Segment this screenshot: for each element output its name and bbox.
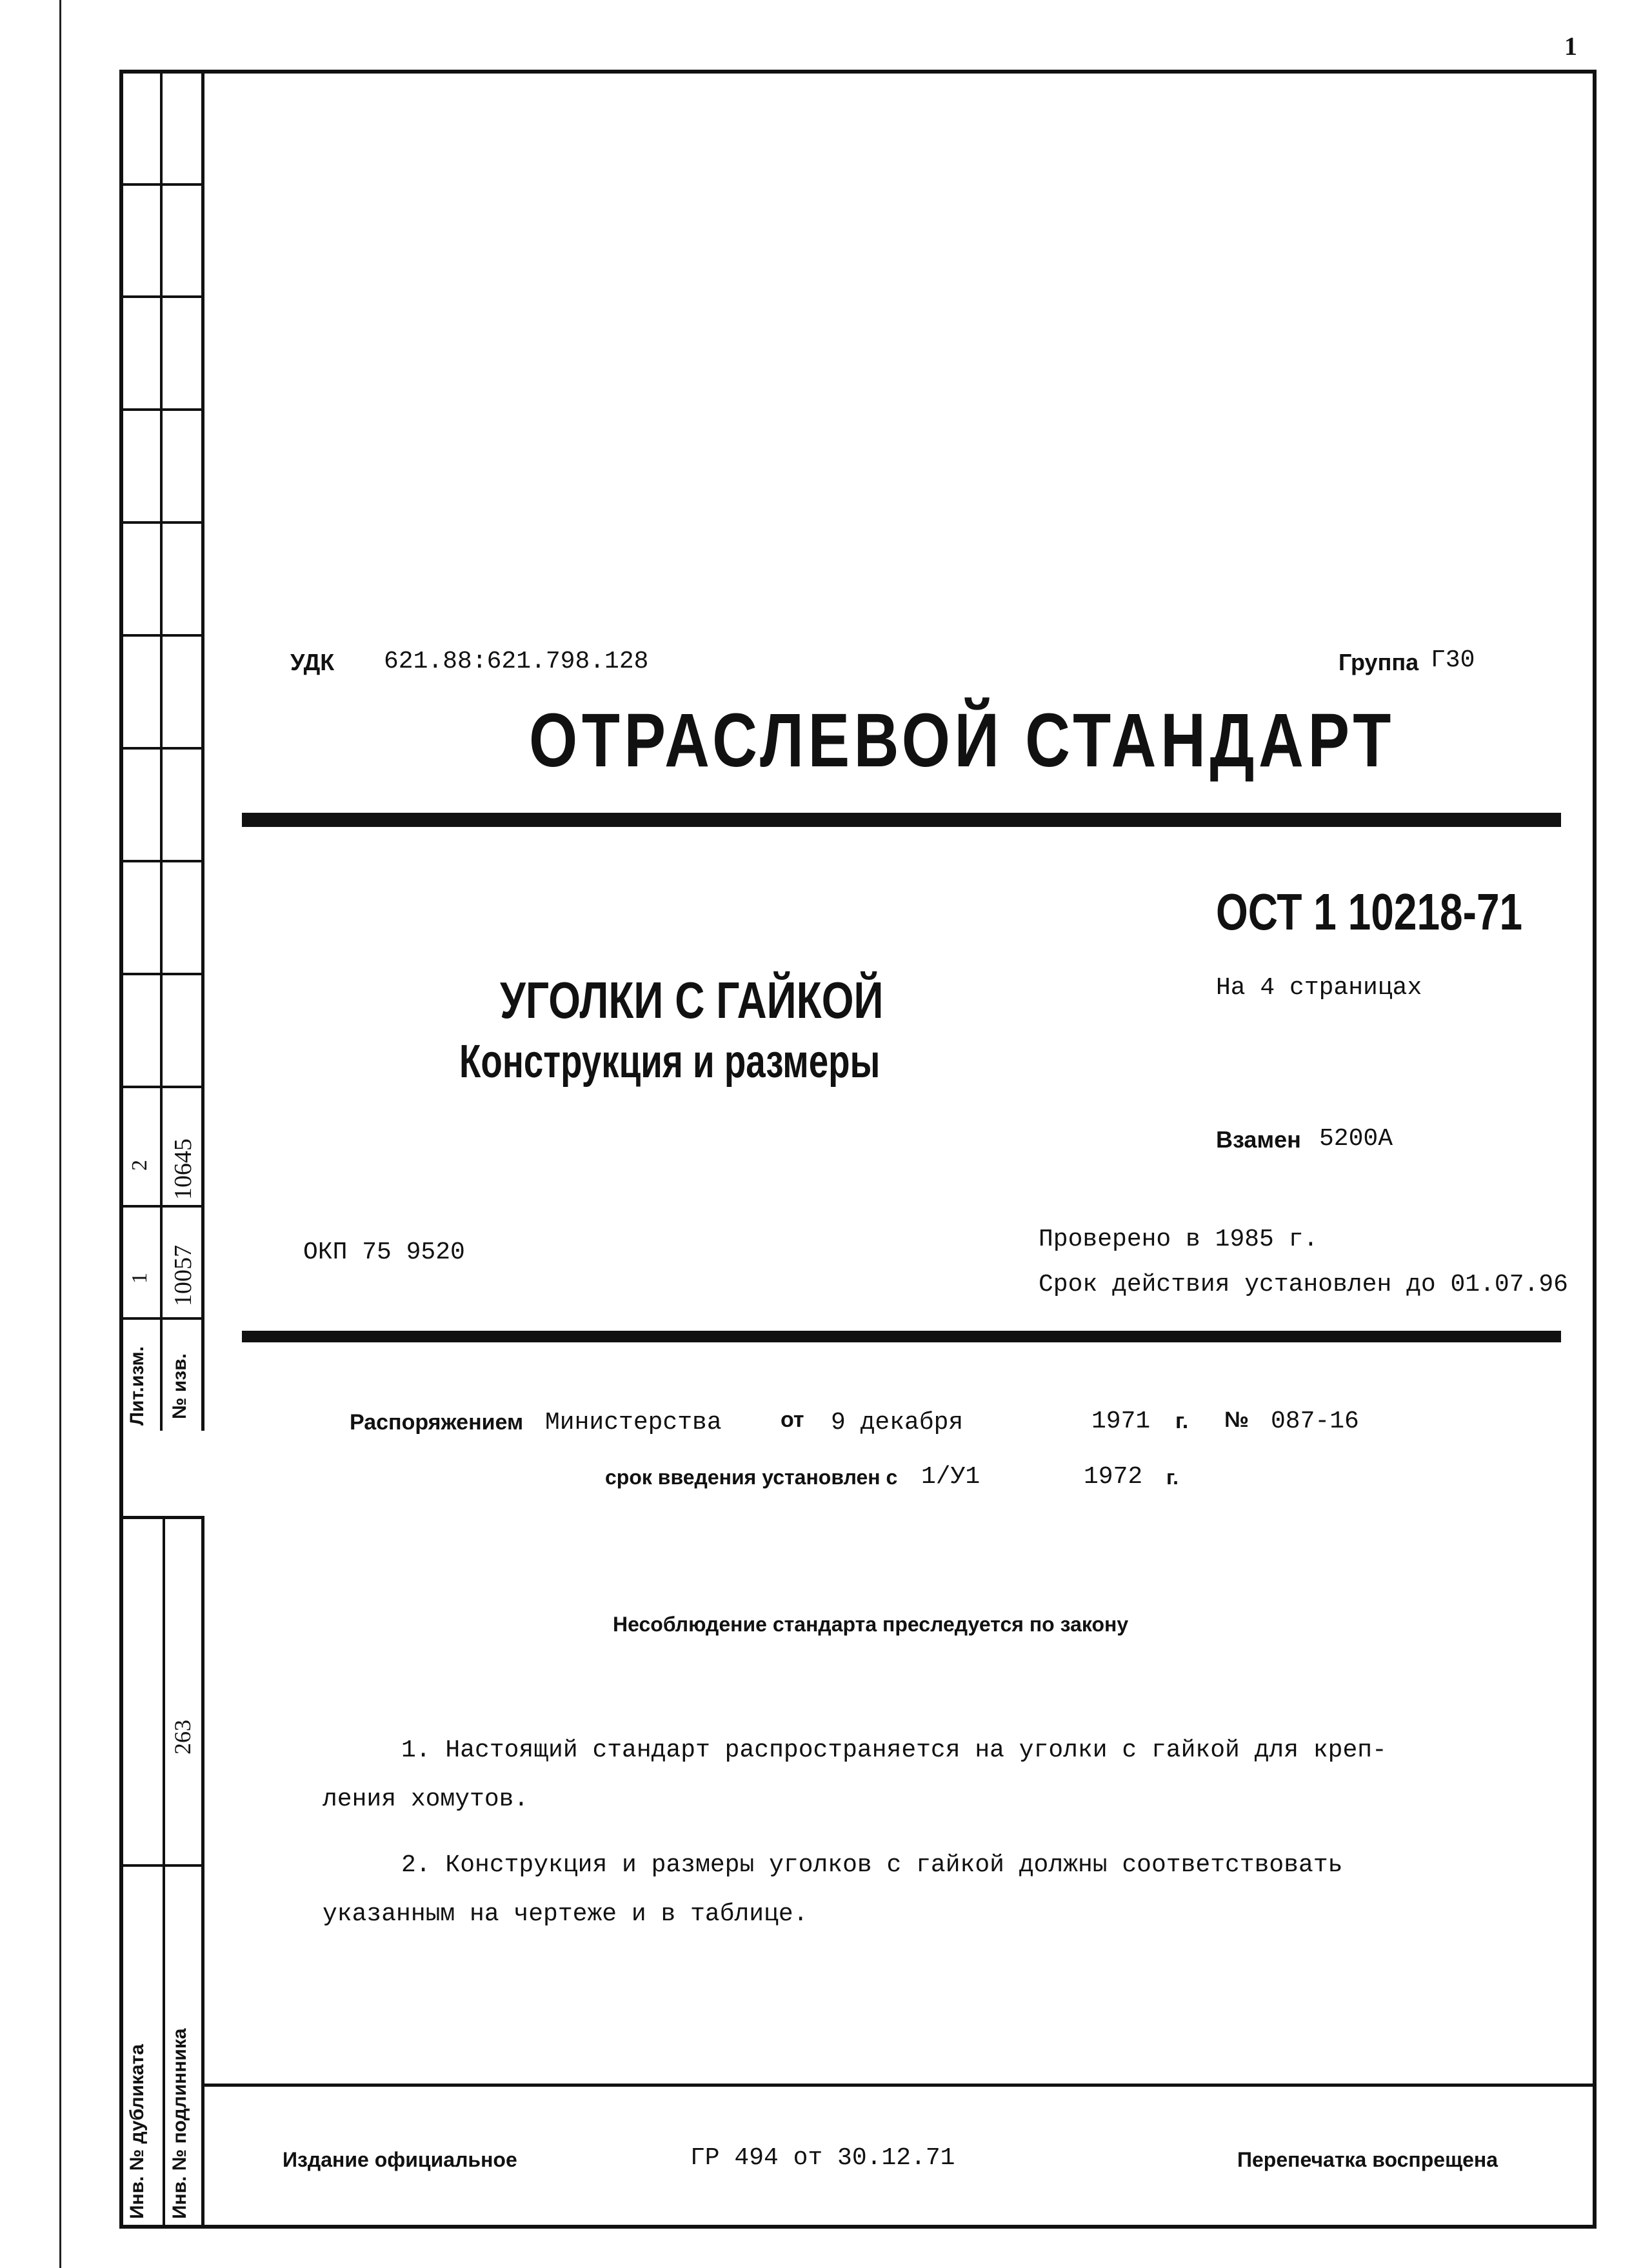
stamp-row-divider: [119, 183, 204, 186]
standard-type-heading: ОТРАСЛЕВОЙ СТАНДАРТ: [529, 698, 1395, 783]
stamp-row-divider: [119, 408, 204, 411]
stamp-row-divider: [119, 1086, 204, 1088]
lit-value-1: 1: [128, 1273, 152, 1284]
title: УГОЛКИ С ГАЙКОЙ: [500, 971, 884, 1029]
stamp-row-divider: [119, 1864, 204, 1867]
order-number: 087-16: [1271, 1408, 1359, 1435]
page-number: 1: [1564, 32, 1577, 61]
intro-year-suffix: г.: [1166, 1466, 1179, 1489]
scan-edge-line: [59, 0, 61, 2268]
stamp-column-divider-top: [160, 70, 163, 1431]
stamp-row-divider: [119, 1205, 204, 1208]
order-label: Распоряжением: [350, 1410, 524, 1435]
stamp-row-divider: [119, 747, 204, 750]
replaces-value: 5200А: [1319, 1125, 1393, 1153]
order-number-sign: №: [1224, 1408, 1249, 1432]
footer-edition: Издание официальное: [283, 2148, 517, 2171]
order-date: 9 декабря: [831, 1409, 964, 1437]
dup-inv-label: Инв. № дубликата: [126, 2044, 148, 2219]
intro-label: срок введения установлен с: [605, 1466, 898, 1489]
izv-value-2: 10645: [170, 1139, 197, 1200]
doc-number: ОСТ 1 10218-71: [1216, 883, 1523, 940]
clause-1-line-2: ления хомутов.: [323, 1786, 529, 1813]
order-year-suffix: г.: [1175, 1409, 1189, 1433]
validity-period: Срок действия установлен до 01.07.96: [1039, 1271, 1568, 1298]
izv-value-1: 10057: [170, 1245, 197, 1306]
orig-inv-value: 263: [170, 1720, 195, 1755]
footer-rule: [204, 2084, 1597, 2087]
stamp-column-divider-bottom: [163, 1516, 165, 2229]
stamp-row-divider: [119, 521, 204, 524]
orig-inv-label: Инв. № подлинника: [169, 2028, 190, 2219]
udk-value: 621.88:621.798.128: [384, 648, 649, 675]
lit-value-2: 2: [128, 1160, 152, 1171]
bottom-thick-rule: [242, 1331, 1561, 1342]
intro-date: 1/У1: [921, 1463, 980, 1491]
group-value: Г30: [1431, 646, 1475, 674]
clause-2-line-2: указанным на чертеже и в таблице.: [323, 1900, 808, 1928]
order-ministry: Министерства: [545, 1409, 722, 1437]
clause-1-line-1: 1. Настоящий стандарт распространяется на уголки с гайкой для креп-: [401, 1736, 1387, 1764]
footer-reprint: Перепечатка воспрещена: [1237, 2148, 1498, 2171]
stamp-row-divider: [119, 1317, 204, 1320]
order-from: от: [781, 1408, 804, 1432]
stamp-row-divider: [119, 634, 204, 637]
top-thick-rule: [242, 813, 1561, 827]
footer-gr: ГР 494 от 30.12.71: [690, 2144, 955, 2172]
clause-2-line-1: 2. Конструкция и размеры уголков с гайкой должны соответствовать: [401, 1851, 1343, 1879]
law-warning: Несоблюдение стандарта преследуется по закону: [613, 1613, 1129, 1636]
okp-code: ОКП 75 9520: [303, 1238, 465, 1266]
pages-count: На 4 страницах: [1216, 974, 1422, 1002]
subtitle: Конструкция и размеры: [459, 1036, 881, 1088]
no-izv-label: № изв.: [169, 1353, 190, 1419]
stamp-row-divider: [119, 973, 204, 975]
stamp-row-divider: [119, 295, 204, 298]
lit-izm-label: Лит.изм.: [126, 1346, 148, 1426]
replaces-label: Взамен: [1216, 1126, 1301, 1153]
group-label: Группа: [1339, 649, 1419, 675]
intro-year: 1972: [1084, 1463, 1143, 1491]
checked-year: Проверено в 1985 г.: [1039, 1226, 1319, 1253]
order-year: 1971: [1091, 1408, 1151, 1435]
stamp-row-divider: [119, 860, 204, 862]
udk-label: УДК: [290, 649, 335, 675]
